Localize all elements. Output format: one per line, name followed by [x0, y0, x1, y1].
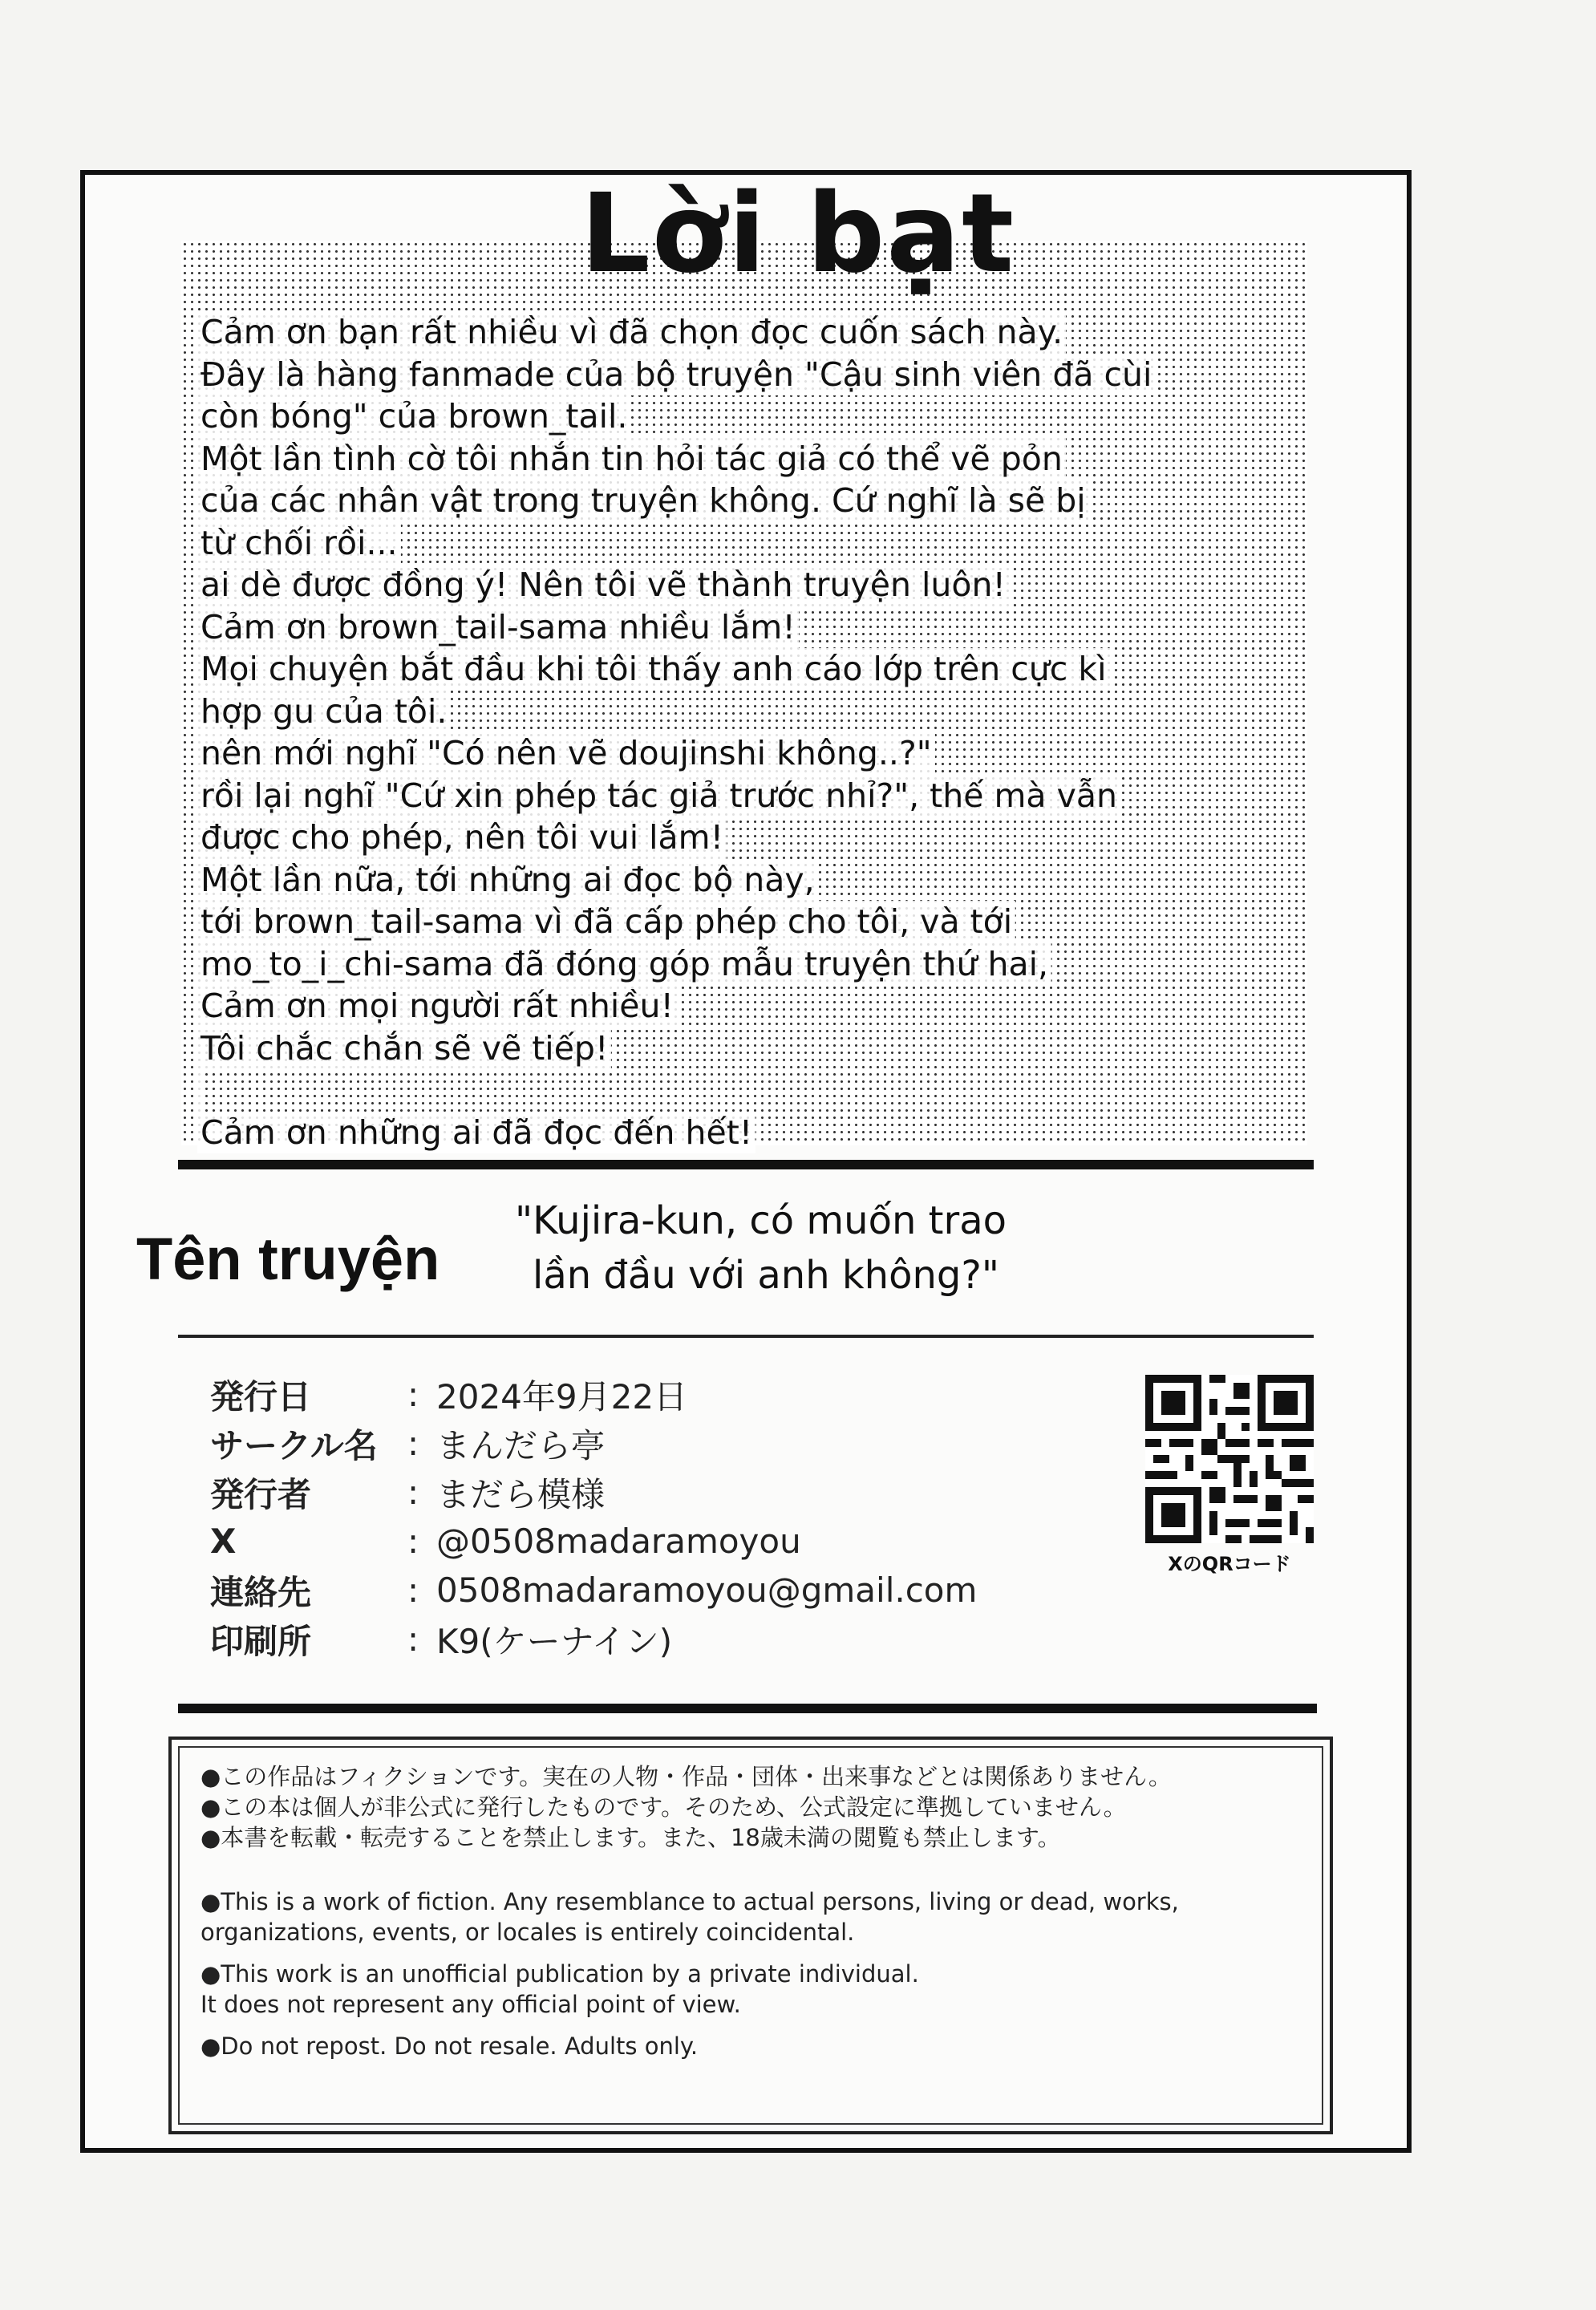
colophon-row [210, 1468, 977, 1517]
notice-en-line: It does not represent any official point of view. [201, 1991, 741, 2018]
afterword-line: còn bóng" của brown_tail. [197, 395, 630, 438]
colophon-row [210, 1566, 977, 1615]
afterword-line: rồi lại nghĩ "Cứ xin phép tác giả trước nhỉ?", thế mà vẫn [197, 775, 1120, 817]
colophon-key: 印刷所 [210, 1621, 312, 1661]
afterword-line: Một lần nữa, tới những ai đọc bộ này, [197, 859, 818, 902]
notice-en-item [201, 2031, 1307, 2061]
notice-en-line: ●This work is an unofficial publication by a private individual. [201, 1960, 919, 1988]
colophon-row [210, 1517, 977, 1566]
afterword-line [197, 1069, 204, 1112]
qr-code [1145, 1375, 1314, 1543]
notice-text [201, 1761, 1307, 2073]
colophon-value: 2024年9月22日 [436, 1376, 688, 1416]
afterword-line: của các nhân vật trong truyện không. Cứ nghĩ là sẽ bị [197, 480, 1089, 522]
story-title-line-1: "Kujira-kun, có muốn trao [515, 1198, 1007, 1243]
afterword-line: Cảm ơn brown_tail-sama nhiều lắm! [197, 606, 799, 649]
colophon-value: まんだら亭 [436, 1425, 606, 1465]
story-title [515, 1194, 1237, 1303]
afterword-line: Cảm ơn những ai đã đọc đến hết! [197, 1112, 755, 1154]
notice-jp-line: ●この本は個人が非公式に発行したものです。そのため、公式設定に準拠していません。 [201, 1793, 1127, 1821]
notice-spacer [201, 1853, 1307, 1886]
colophon-key: X [210, 1522, 237, 1561]
colophon-separator: : [407, 1522, 419, 1561]
colophon-separator: : [407, 1570, 419, 1610]
colophon-separator: : [407, 1473, 419, 1512]
notice-en-line: ●Do not repost. Do not resale. Adults only. [201, 2032, 699, 2060]
afterword-line: từ chối rồi... [197, 522, 401, 565]
afterword-line: Đây là hàng fanmade của bộ truyện "Cậu sinh viên đã cùi [197, 354, 1155, 396]
qr-caption: XのQRコード [1168, 1553, 1291, 1575]
afterword-line: ai dè được đồng ý! Nên tôi vẽ thành truyện luôn! [197, 564, 1009, 606]
afterword-line: Cảm ơn bạn rất nhiều vì đã chọn đọc cuốn sách này. [197, 311, 1066, 354]
colophon-separator: : [407, 1619, 419, 1659]
afterword-body [197, 311, 1304, 1153]
afterword-line: Tôi chắc chắn sẽ vẽ tiếp! [197, 1027, 611, 1070]
colophon-value: 0508madaramoyou@gmail.com [436, 1570, 978, 1610]
colophon-key: 連絡先 [210, 1572, 312, 1612]
colophon-row [210, 1615, 977, 1664]
colophon-row [210, 1419, 977, 1468]
afterword-line: được cho phép, nên tôi vui lắm! [197, 817, 727, 859]
afterword-line: tới brown_tail-sama vì đã cấp phép cho tôi, và tới [197, 901, 1015, 943]
colophon-key: 発行日 [210, 1376, 312, 1416]
afterword-title: Lời bạt [580, 171, 1016, 298]
afterword-line: mo_to_i_chi-sama đã đóng góp mẫu truyện thứ hai, [197, 943, 1051, 986]
afterword-line: hợp gu của tôi. [197, 691, 450, 733]
colophon-separator: : [407, 1375, 419, 1414]
section-divider [178, 1335, 1314, 1338]
notice-en-line: organizations, events, or locales is entirely coincidental. [201, 1919, 855, 1946]
afterword-line: Một lần tình cờ tôi nhắn tin hỏi tác giả có thể vẽ pỏn [197, 438, 1066, 480]
colophon-value: @0508madaramoyou [436, 1522, 801, 1561]
notice-en-item [201, 1886, 1307, 1947]
afterword-line: nên mới nghĩ "Có nên vẽ doujinshi không..?" [197, 732, 935, 775]
colophon-value: まだら模様 [436, 1474, 606, 1514]
colophon-row [210, 1370, 977, 1419]
story-title-line-2: lần đầu với anh không?" [533, 1253, 999, 1298]
notice-jp-line: ●この作品はフィクションです。実在の人物・作品・団体・出来事などとは関係ありません。 [201, 1763, 1172, 1790]
notice-en-item [201, 1959, 1307, 2020]
notice-jp-line: ●本書を転載・転売することを禁止します。また、18歳未満の閲覧も禁止します。 [201, 1824, 1061, 1851]
story-title-label: Tên truyện [136, 1226, 440, 1292]
colophon-key: 発行者 [210, 1474, 312, 1514]
colophon-separator: : [407, 1424, 419, 1463]
section-divider [178, 1704, 1317, 1713]
afterword-line: Cảm ơn mọi người rất nhiều! [197, 985, 677, 1027]
colophon-key: サークル名 [210, 1425, 378, 1465]
notice-en-line: ●This is a work of fiction. Any resemblance to actual persons, living or dead, works, [201, 1888, 1179, 1915]
colophon-value: K9(ケーナイン) [436, 1621, 673, 1661]
section-divider [178, 1160, 1314, 1169]
colophon [210, 1370, 977, 1664]
afterword-line: Mọi chuyện bắt đầu khi tôi thấy anh cáo lớp trên cực kì [197, 648, 1110, 691]
